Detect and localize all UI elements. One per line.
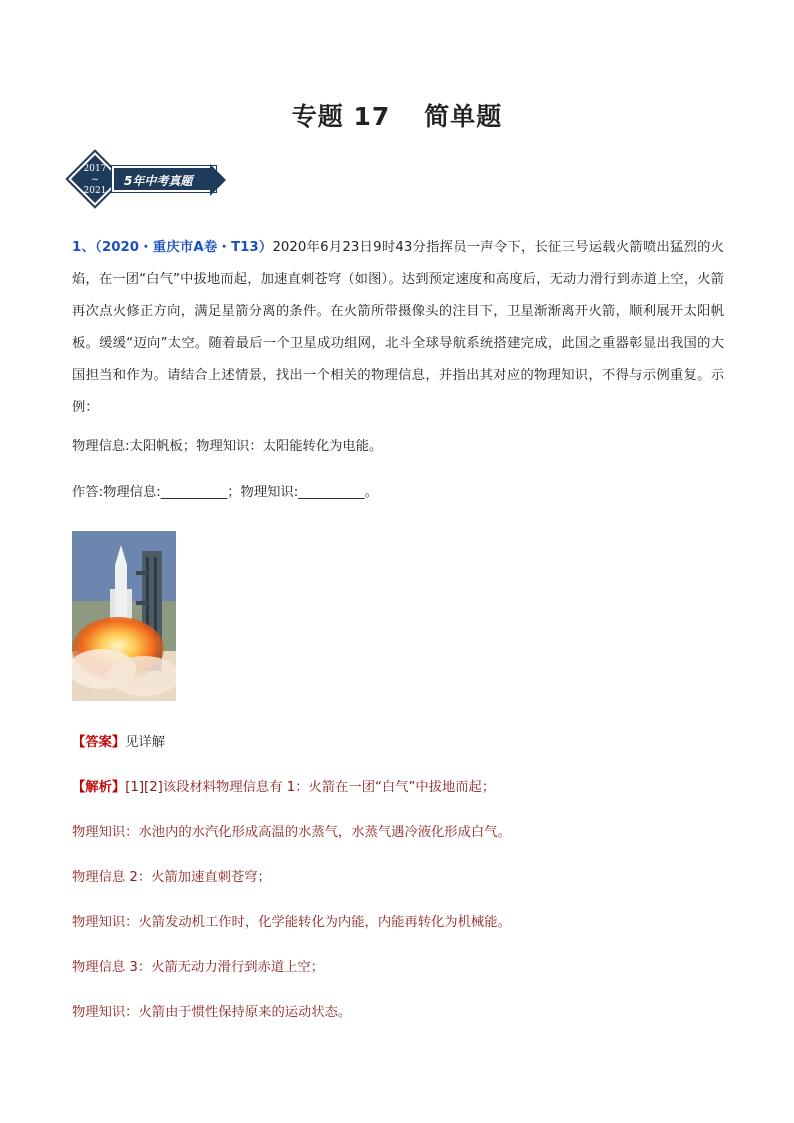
badge-year-end: 2021 [83, 185, 107, 196]
question-number: 1、 [72, 240, 96, 255]
question-text: 2020年6月23日9时43分指挥员一声令下，长征三号运载火箭喷出猛烈的火焰，在一团“白气”中拔地而起，加速直刺苍穹（如图）。达到预定速度和高度后，无动力滑行到赤道上空，火箭再次点火修正方向，满足星箭分离的条件。在火箭所带摄像头的注目下，卫星渐渐离开火箭，顺利展开太阳帆板。缓缓“迈向”太空。随着最后一个卫星成功组网，北斗全球导航系统搭建完成，此国之重器彰显出我国的大国担当和作为。请结合上述情景，找出一个相关的物理信息，并指出其对应的物理知识，不得与示例重复。示例： [72, 240, 724, 415]
explanation-text: [1][2]该段材料物理信息有 1：火箭在一团“白气”中拔地而起； [125, 780, 496, 795]
badge-year-sep: ~ [91, 174, 99, 185]
badge-year-start: 2017 [83, 163, 107, 174]
badge-arrow-icon [210, 164, 226, 196]
page-title [0, 100, 794, 134]
explanation-line-1 [72, 778, 724, 798]
answer-text: 见详解 [125, 735, 166, 750]
question-example: 物理信息:太阳帆板；物理知识：太阳能转化为电能。 [72, 439, 383, 454]
answer-line [72, 733, 165, 753]
explanation-line-6: 物理知识：火箭由于惯性保持原来的运动状态。 [72, 1005, 352, 1020]
rocket-launch-illustration [72, 531, 176, 701]
section-badge [72, 156, 230, 204]
explanation-line-4: 物理知识：火箭发动机工作时，化学能转化为内能，内能再转化为机械能。 [72, 915, 511, 930]
rocket-launch-photo [72, 531, 176, 701]
title-topic-name: 简单题 [424, 102, 503, 131]
explanation-line-3: 物理信息 2：火箭加速直刺苍穹； [72, 870, 271, 885]
explanation-tag: 【解析】 [72, 780, 126, 795]
answer-tag: 【答案】 [72, 735, 126, 750]
badge-label: 5年中考真题 [112, 166, 216, 192]
explanation-line-5: 物理信息 3：火箭无动力滑行到赤道上空； [72, 960, 325, 975]
explanation-line-2: 物理知识：水池内的水汽化形成高温的水蒸气，水蒸气遇冷液化形成白气。 [72, 825, 511, 840]
question-1 [72, 232, 724, 424]
question-source: （2020・重庆市A卷・T13） [95, 240, 273, 255]
question-answer-prompt: 作答:物理信息:__________；物理知识:__________。 [72, 485, 378, 500]
title-topic-number: 专题 17 [291, 102, 391, 131]
